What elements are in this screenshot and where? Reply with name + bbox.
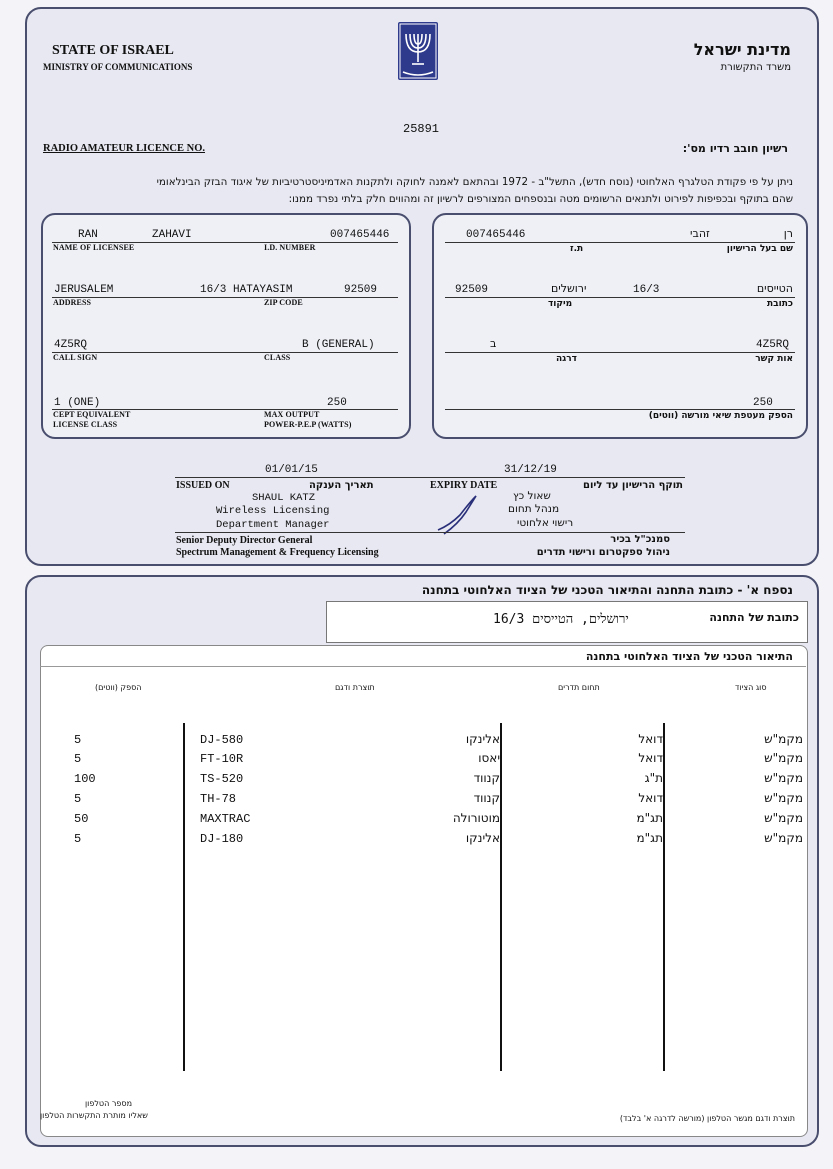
first-name-en: RAN xyxy=(78,229,98,241)
row-type: מקמ"ש xyxy=(764,771,803,785)
label-call-sign: CALL SIGN xyxy=(53,353,98,362)
max-output-he: 250 xyxy=(753,397,773,409)
call-sign-en: 4Z5RQ xyxy=(54,339,88,351)
divider xyxy=(445,242,795,243)
label-id-number: I.D. NUMBER xyxy=(264,243,316,252)
row-model: TH-78 xyxy=(200,792,237,806)
divider xyxy=(40,666,806,667)
row-type: מקמ"ש xyxy=(764,751,803,765)
row-type: מקמ"ש xyxy=(764,791,803,805)
title-en-2: Spectrum Management & Frequency Licensing xyxy=(176,547,379,558)
row-band: תג"מ xyxy=(636,811,663,825)
row-power: 5 xyxy=(74,733,82,747)
label-issued-on-he: תאריך הענקה xyxy=(309,480,374,491)
divider xyxy=(445,352,795,353)
title-he-1: סמנכ"ל בכיר xyxy=(610,534,670,545)
divider xyxy=(52,352,398,353)
licence-title-en: RADIO AMATEUR LICENCE NO. xyxy=(43,143,205,154)
row-power: 100 xyxy=(74,772,96,786)
label-expiry-he: תוקף הרישיון עד ליום xyxy=(583,480,683,491)
first-name-he: רן xyxy=(783,227,793,240)
footer-phone-number-label: מספר הטלפון xyxy=(85,1099,132,1108)
label-class-he: דרגה xyxy=(556,354,577,364)
column-divider xyxy=(500,723,502,1071)
column-model-header: תוצרת ודגם xyxy=(335,683,375,692)
preamble-line-1: ניתן על פי פקודת הטלגרף האלחוטי (נוסח חדש), התשל"ב - 1972 ובהתאם לאמנה לחוקה ולתקנות האדמיניסטרטיביות של איגוד הבזק הבינלאומי xyxy=(156,176,793,188)
row-type: מקמ"ש xyxy=(764,732,803,746)
state-title-he: מדינת ישראל xyxy=(693,40,791,59)
column-divider xyxy=(183,723,185,1071)
title-en-1: Senior Deputy Director General xyxy=(176,535,313,546)
column-type-header: סוג הציוד xyxy=(735,683,767,692)
row-model: DJ-180 xyxy=(200,832,244,846)
signer-line3-en: Department Manager xyxy=(216,519,330,531)
row-maker: קנווד xyxy=(473,791,500,805)
title-he-2: ניהול ספקטרום ורישוי תדרים xyxy=(536,547,670,558)
label-max-output-1: MAX OUTPUT xyxy=(264,410,320,419)
zip-he: 92509 xyxy=(455,284,489,296)
row-maker: יאסו xyxy=(478,751,500,765)
city-en: JERUSALEM xyxy=(54,284,114,296)
row-power: 5 xyxy=(74,792,82,806)
footer-phone-connection-label: שאליו מותרת התקשרות הטלפון xyxy=(40,1111,148,1120)
label-address-he: כתובת xyxy=(767,299,793,309)
zip-en: 92509 xyxy=(344,284,378,296)
signer-line2-en: Wireless Licensing xyxy=(216,505,330,517)
licence-title-he: רשיון חובב רדיו מס': xyxy=(682,142,788,155)
column-power-header: הספק (ווטים) xyxy=(95,683,142,692)
divider xyxy=(175,477,685,478)
divider xyxy=(445,297,795,298)
divider xyxy=(445,409,795,410)
row-band: דואל xyxy=(638,791,663,805)
signer-name-he: שאול כץ xyxy=(513,490,551,502)
station-address-label: כתובת של התחנה xyxy=(709,611,799,624)
row-model: FT-10R xyxy=(200,752,244,766)
row-model: MAXTRAC xyxy=(200,812,251,826)
call-sign-he: 4Z5RQ xyxy=(756,339,790,351)
row-maker: אלינקו xyxy=(465,831,500,845)
row-type: מקמ"ש xyxy=(764,811,803,825)
divider xyxy=(175,532,685,533)
max-output-en: 250 xyxy=(327,397,347,409)
row-band: תג"מ xyxy=(636,831,663,845)
ministry-title-he: משרד התקשורת xyxy=(720,62,791,73)
cept-class-en: 1 (ONE) xyxy=(54,397,101,409)
label-max-output-he: הספק מעטפת שיאי מורשה (ווטים) xyxy=(648,411,793,421)
licence-number: 25891 xyxy=(403,122,440,136)
city-he: ירושלים xyxy=(551,282,587,295)
id-number-en: 007465446 xyxy=(330,229,390,241)
label-cept-1: CEPT EQUIVALENT xyxy=(53,410,131,419)
ministry-title-en: MINISTRY OF COMMUNICATIONS xyxy=(43,62,193,72)
signer-line2-he: מנהל תחום xyxy=(508,503,560,515)
row-power: 5 xyxy=(74,752,82,766)
street-he: הטייסים xyxy=(756,282,793,295)
row-power: 50 xyxy=(74,812,89,826)
menorah-emblem-icon xyxy=(398,22,438,80)
row-band: ת"ג xyxy=(644,771,663,785)
equipment-title: התיאור הטכני של הציוד האלחוטי בתחנה xyxy=(585,650,793,663)
label-zip-he: מיקוד xyxy=(548,299,573,309)
row-maker: מוטורולה xyxy=(452,811,500,825)
appendix-title: נספח א' - כתובת התחנה והתיאור הטכני של הציוד האלחוטי בתחנה xyxy=(421,583,793,597)
issued-date: 01/01/15 xyxy=(265,464,318,476)
row-power: 5 xyxy=(74,832,82,846)
expiry-date: 31/12/19 xyxy=(504,464,557,476)
street-en: 16/3 HATAYASIM xyxy=(200,284,293,296)
class-en: B (GENERAL) xyxy=(302,339,375,351)
label-max-output-2: POWER-P.E.P (WATTS) xyxy=(264,420,352,429)
last-name-en: ZAHAVI xyxy=(152,229,192,241)
label-class: CLASS xyxy=(264,353,291,362)
signer-name-en: SHAUL KATZ xyxy=(252,492,316,504)
id-number-he: 007465446 xyxy=(466,229,526,241)
label-expiry-date: EXPIRY DATE xyxy=(430,480,498,491)
label-call-sign-he: אות קשר xyxy=(755,354,793,364)
signer-line3-he: רישוי אלחוטי xyxy=(517,517,574,529)
footer-phone-bridge-label: תוצרת ודגם מגשר הטלפון (מורשה לדרגה א' בלבד) xyxy=(619,1114,795,1123)
label-zip-code: ZIP CODE xyxy=(264,298,303,307)
row-type: מקמ"ש xyxy=(764,831,803,845)
class-he: ב xyxy=(490,337,497,350)
label-id-he: ת.ז xyxy=(570,244,584,254)
label-name-of-licensee: NAME OF LICENSEE xyxy=(53,243,135,252)
last-name-he: זהבי xyxy=(690,227,710,240)
row-maker: קנווד xyxy=(473,771,500,785)
state-title-en: STATE OF ISRAEL xyxy=(52,43,174,58)
column-divider xyxy=(663,723,665,1071)
column-band-header: תחום תדרים xyxy=(558,683,600,692)
label-address: ADDRESS xyxy=(53,298,92,307)
equipment-table-box xyxy=(40,645,808,1137)
street-number-he: 16/3 xyxy=(633,284,660,296)
row-model: TS-520 xyxy=(200,772,244,786)
label-issued-on: ISSUED ON xyxy=(176,480,230,491)
preamble-line-2: שהם בתוקף ובכפיפות לפירוט ולתנאים הרשומים מטה ובנספחים המצורפים לרשיון זה ומהווים חלק בלתי נפרד ממנו: xyxy=(288,193,793,205)
station-address: ירושלים, הטייסים 16/3 xyxy=(493,612,629,627)
label-licensee-name-he: שם בעל הרישיון xyxy=(726,244,793,254)
row-model: DJ-580 xyxy=(200,733,244,747)
row-band: דואל xyxy=(638,732,663,746)
row-band: דואל xyxy=(638,751,663,765)
row-maker: אלינקו xyxy=(465,732,500,746)
label-cept-2: LICENSE CLASS xyxy=(53,420,118,429)
divider xyxy=(52,297,398,298)
